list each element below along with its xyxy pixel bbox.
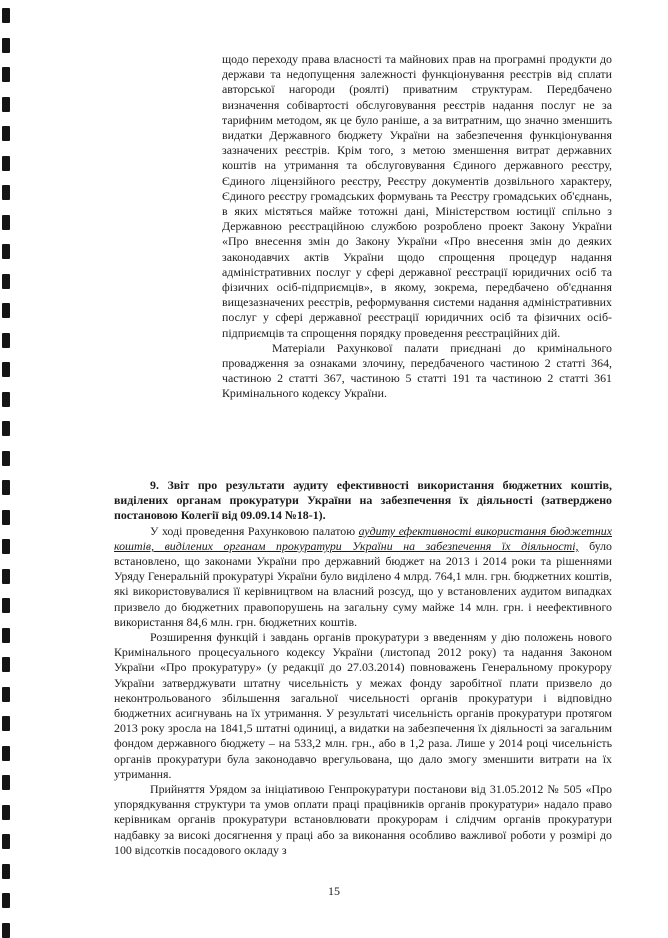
binding-hole: [2, 67, 10, 82]
binding-hole: [2, 274, 10, 289]
continued-text-block: [222, 52, 612, 402]
binding-hole: [2, 215, 10, 230]
binding-hole: [2, 185, 10, 200]
binding-hole: [2, 156, 10, 171]
binding-hole: [2, 539, 10, 554]
section-9: [114, 478, 612, 858]
paragraph-lead: У ході проведення Рахунковою палатою: [150, 523, 359, 538]
paragraph: Прийняття Урядом за ініціативою Генпрокуратури постанови від 31.05.2012 № 505 «Про упорядкування структури та умов оплати праці працівників органів прокуратури» надало право керівникам органів прокуратури встановлювати прокурорам і слідчим органів прокуратури надбавку за високі досягнення у праці або за виконання особливо важливої роботи у розмірі до 100 відсотків посадового окладу з: [114, 782, 612, 857]
binding-hole: [2, 657, 10, 672]
binding-hole: [2, 392, 10, 407]
binding-hole: [2, 716, 10, 731]
audit-title-emphasis: аудиту ефективності використання бюджетних коштів, виділених органам прокуратури України на забезпечення їх діяльності,: [114, 523, 612, 553]
binding-hole: [2, 746, 10, 761]
section-heading: 9. Звіт про результати аудиту ефективності використання бюджетних коштів, виділених органам прокуратури України на забезпечення їх діяльності (затверджено постановою Колегії від 09.09.14 №18-1).: [114, 478, 612, 523]
binding-hole: [2, 805, 10, 820]
binding-hole: [2, 480, 10, 495]
binding-hole: [2, 598, 10, 613]
binding-hole: [2, 864, 10, 879]
binding-holes: [0, 0, 14, 936]
binding-hole: [2, 687, 10, 702]
binding-hole: [2, 333, 10, 348]
binding-hole: [2, 38, 10, 53]
binding-hole: [2, 8, 10, 23]
binding-hole: [2, 126, 10, 141]
paragraph-rest: було встановлено, що законами України про державний бюджет на 2013 і 2014 роки та рішеннями Уряду Генеральній прокуратурі України було виділено 4 млрд. 764,1 млн. грн. бюджетних коштів, які використовувалися її керівництвом на власний розсуд, що у встановлених аудитом випадках призвело до бюджетних правопорушень на загальну суму майже 14 млн. грн. і неефективного використання 84,6 млн. грн. бюджетних коштів.: [114, 538, 613, 629]
binding-hole: [2, 303, 10, 318]
binding-hole: [2, 451, 10, 466]
paragraph: щодо переходу права власності та майнових прав на програмні продукти до держави та недопущення залежності функціонування реєстрів від сплати авторської нагороди (роялті) приватним структурам. Передбачено визначення собівартості обслуговування реєстрів надання послуг не за тарифним методом, як це було раніше, а за витратним, що значно зменшить видатки Державного бюджету України на забезпечення функціонування зазначених реєстрів. Крім того, з метою зменшення витрат державних коштів на утримання та обслуговування Єдиного державного реєстру, Єдиного ліцензійного реєстру, Реєстру документів дозвільного характеру, Єдиного реєстру громадських формувань та Реєстру громадських об'єднань, в яких містяться майже тотожні дані, Міністерством юстиції спільно з Державною реєстраційною службою розроблено проект Закону України «Про внесення змін до Закону України «Про внесення змін до деяких законодавчих актів України щодо спрощення процедур надання адміністративних послуг у сфері державної реєстрації юридичних осіб та фізичних осіб-підприємців», в якому, зокрема, передбачено об'єднання вищезазначених реєстрів, реформування системи надання адміністративних послуг у сфері державної реєстрації юридичних осіб та фізичних осіб-підприємців та спрощення порядку проведення реєстраційних дій.: [222, 52, 612, 340]
binding-hole: [2, 628, 10, 643]
binding-hole: [2, 510, 10, 525]
binding-hole: [2, 775, 10, 790]
binding-hole: [2, 569, 10, 584]
page-number: 15: [328, 884, 340, 898]
binding-hole: [2, 834, 10, 849]
paragraph: Матеріали Рахункової палати приєднані до кримінального провадження за ознаками злочину, передбаченого частиною 2 статті 364, частиною 2 статті 367, частиною 5 статті 191 та частиною 2 статті 361 Кримінального кодексу України.: [222, 340, 612, 401]
binding-hole: [2, 244, 10, 259]
binding-hole: [2, 421, 10, 436]
paragraph: Розширення функцій і завдань органів прокуратури з введенням у дію положень нового Кримінального процесуального кодексу України (листопад 2012 року) та надання Законом України «Про прокуратуру» (у редакції до 27.03.2014) повноважень Генеральному прокурору України затверджувати штатну чисельність у межах фонду заробітної плати призвело до неконтрольованого збільшення загальної чисельності органів прокуратури і відповідно бюджетних асигнувань на їх утримання. У результаті чисельність органів прокуратури протягом 2013 року зросла на 1841,5 штатні одиниці, а видатки на забезпечення їх діяльності за загальним фондом державного бюджету – на 533,2 млн. грн., або в 1,2 раза. Лише у 2014 році чисельність органів прокуратури була законодавчо врегульована, що дало змогу зменшити витрати на їх утримання.: [114, 630, 612, 781]
binding-hole: [2, 97, 10, 112]
binding-hole: [2, 362, 10, 377]
paragraph: [114, 524, 612, 630]
